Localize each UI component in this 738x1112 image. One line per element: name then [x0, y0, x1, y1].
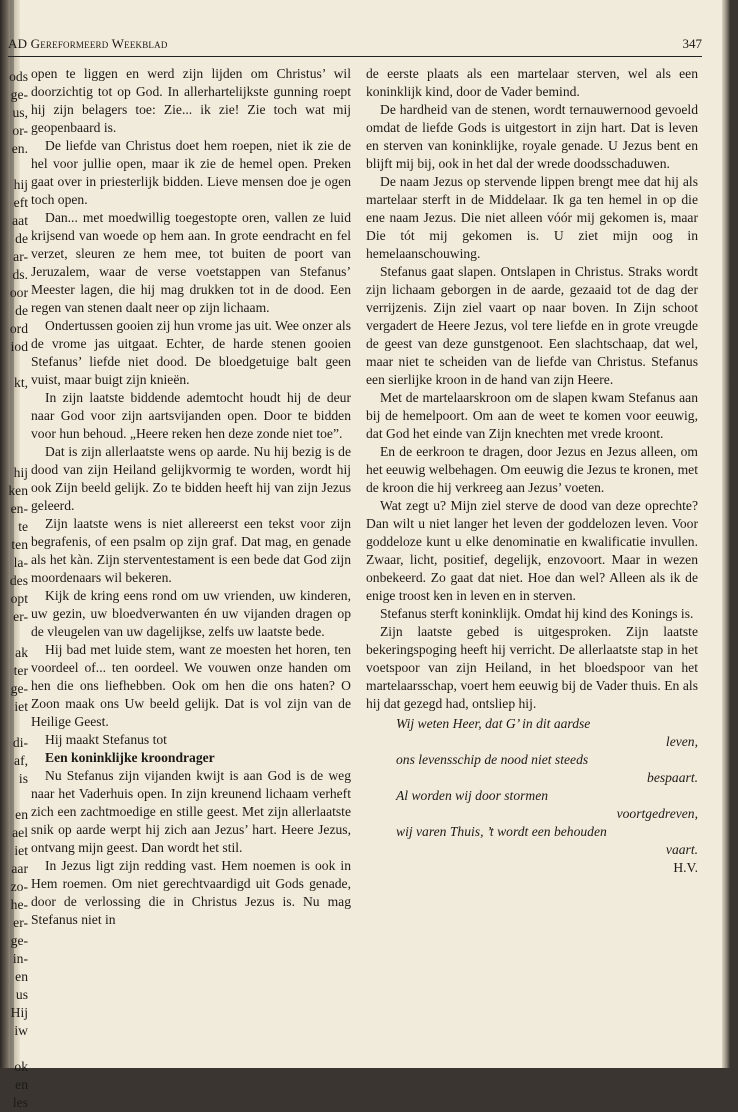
paragraph: open te liggen en werd zijn lijden om Christus’ wil doorzichtig tot op God. In allerhartelijkste gunning roept hij zijn belagers toe: Zie... ik zie! Zie toch wat mij geopenbaard is.: [31, 66, 351, 135]
prev-column-line: he-: [10, 897, 28, 912]
prev-column-line: les: [12, 1095, 28, 1110]
prev-column-line: en: [15, 1077, 28, 1092]
prev-column-line: en: [15, 969, 28, 984]
prev-column-line: en-: [10, 501, 28, 516]
prev-column-line: iw: [14, 1023, 28, 1038]
prev-column-line: ods: [9, 69, 28, 84]
running-header: [8, 30, 702, 54]
poem-line: ons levensschip de nood niet steeds: [396, 752, 589, 767]
paragraph: In Jezus ligt zijn redding vast. Hem noemen is ook in Hem roemen. Om niet gerechtvaardigd uit Gods genade, door de verlossing die in Christus Jezus is. Nu mag Stefanus niet in: [31, 858, 351, 927]
prev-column-line: hij: [13, 465, 28, 480]
prev-column-line: oor: [9, 285, 28, 300]
closing-poem: [366, 715, 698, 859]
prev-column-line: des: [9, 573, 28, 588]
page-edge: [722, 0, 730, 1068]
paragraph: Kijk de kring eens rond om uw vrienden, uw kinderen, uw gezin, uw bloedverwanten én uw vijanden dragen op de vleugelen van uw dagelijkse, zelfs uw laatste bede.: [31, 588, 351, 639]
prev-column-line: iod: [10, 339, 28, 354]
paragraph: Stefanus sterft koninklijk. Omdat hij kind des Konings is.: [380, 606, 694, 621]
journal-title: [8, 36, 168, 52]
poem-line-end: leven,: [665, 734, 698, 749]
prev-column-line: us,: [12, 105, 28, 120]
prev-column-line: [8, 788, 28, 806]
prev-column-line: hij: [13, 177, 28, 192]
paragraph: Met de martelaarskroon om de slapen kwam Stefanus aan bij de hemelpoort. Om aan de weet te komen voor eeuwig, dat God het einde van Zijn knechten met vrede kroont.: [366, 390, 698, 441]
prev-column-line: in-: [12, 951, 28, 966]
prev-column-line: de: [15, 231, 28, 246]
prev-column-line: af,: [14, 753, 28, 768]
prev-column-line: aat: [12, 213, 28, 228]
prev-column-line: ok: [14, 1059, 28, 1074]
paragraph: Dan... met moedwillig toegestopte oren, vallen ze luid krijsend van woede op hem aan. In grote eendracht en fel verzet, sleuren ze hem mee, tot buiten de poort van Jeruzalem, waar de verse voetstappen van Stefanus’ Meester lagen, die hij mag drukken tot in de dood. Een regen van stenen daalt neer op zijn lichaam.: [31, 210, 351, 315]
prev-column-line: ds.: [12, 267, 28, 282]
prev-column-line: ael: [12, 825, 28, 840]
prev-column-line: ak: [15, 645, 28, 660]
prev-column-line: ar-: [13, 249, 28, 264]
prev-column-line: us: [15, 987, 28, 1002]
poem-line-end: voortgedreven,: [616, 806, 698, 821]
paragraph: Dat is zijn allerlaatste wens op aarde. Nu hij bezig is de dood van zijn Heiland gelijkvormig te worden, wordt hij ook Zijn beeld gelijk. Zo te bidden heeft hij van zijn Jezus geleerd.: [31, 444, 351, 513]
paragraph: In zijn laatste biddende ademtocht houdt hij de deur naar God voor zijn aartsvijanden open. Door te bidden voor hun behoud. „Heere reken hen deze zonde niet toe”.: [31, 390, 351, 441]
prev-column-line: iet: [14, 843, 28, 858]
prev-column-line: ter: [13, 663, 28, 678]
journal-name: Gereformeerd Weekblad: [30, 36, 168, 51]
prev-column-line: opt: [10, 591, 28, 606]
header-rule: [8, 56, 702, 57]
poem-line: Wij weten Heer, dat G’ in dit aardse: [396, 716, 591, 731]
prev-column-line: iet: [14, 699, 28, 714]
left-column: [31, 65, 351, 929]
prev-column-line: is: [18, 771, 28, 786]
prev-column-line: en.: [11, 141, 28, 156]
previous-page-column-fragment: [8, 68, 28, 1110]
paragraph: De hardheid van de stenen, wordt ternauwernood gevoeld omdat de liefde Gods is uitgestort in zijn hart. Dat is leven en sterven van koninklijke, royale genade. U Jezus bent en blijft mij bij, ook in het dal der wrede doodsschaduwen.: [366, 102, 698, 171]
prev-column-line: kt,: [14, 375, 28, 390]
paragraph: Zijn laatste wens is niet allereerst een tekst voor zijn begrafenis, of een psalm op zijn graf. Dat mag, en genade als het kàn. Zijn sterventestament is een bede dat God zijn moordenaars wil bekeren.: [31, 516, 351, 585]
prev-column-line: er-: [13, 915, 28, 930]
prev-column-line: [8, 1040, 28, 1058]
paragraph: Hij maakt Stefanus tot: [45, 732, 167, 747]
prev-column-line: [8, 158, 28, 176]
prev-column-line: [8, 392, 28, 410]
poem-line-end: vaart.: [665, 842, 698, 857]
prev-column-line: aar: [11, 861, 28, 876]
prev-column-line: di-: [12, 735, 28, 750]
prev-column-line: [8, 356, 28, 374]
paragraph: En de eerkroon te dragen, door Jezus en Jezus alleen, om het eeuwig welbehagen. Om eeuwig die Jezus te kronen, met de kroon die hij verkreeg aan Jezus’ voeten.: [366, 444, 698, 495]
paragraph: Zijn laatste gebed is uitgesproken. Zijn laatste bekeringspoging heeft hij verricht. De allerlaatste stap in het voetspoor van zijn Heiland, in het bloedspoor van het martelaarsschap, voert hem eeuwig bij de Vader thuis. En als hij dat gezegd had, ontsliep hij.: [366, 624, 698, 711]
poem-line: Al worden wij door stormen: [396, 788, 549, 803]
right-column: [366, 65, 698, 877]
prev-column-line: ten: [11, 537, 28, 552]
prev-column-line: la-: [13, 555, 28, 570]
prev-column-line: [8, 446, 28, 464]
paragraph: De naam Jezus op stervende lippen brengt mee dat hij als martelaar sterft in de Middelaar. Ik ga ten hemel in op die ene naam Jezus. Die niet alleen vóór mij gekomen is, maar Die tót mij gekomen is. U ziet mijn oog in hemelaanschouwing.: [366, 174, 698, 261]
prev-column-line: de: [15, 303, 28, 318]
prev-column-line: [8, 716, 28, 734]
poem-line: wij varen Thuis, ’t wordt een behouden: [396, 824, 607, 839]
poem-line-end: bespaart.: [647, 770, 698, 785]
page-number: 347: [682, 36, 702, 51]
prev-column-line: [8, 428, 28, 446]
prev-column-line: ge-: [10, 87, 28, 102]
paragraph: Wat zegt u? Mijn ziel sterve de dood van deze oprechte? Dan wilt u niet langer het leven der goddelozen leven. Voor goddeloze kunt u elke denominatie en kwalificatie invullen. Zwaar, licht, positief, degelijk, enzovoort. Maar in wezen onbekeerd. Zo gaat dat niet. Hoe dan wel? Alleen als ik de enige troost ken in leven en in sterven.: [366, 498, 698, 603]
paragraph: Ondertussen gooien zij hun vrome jas uit. Wee onzer als de vrome jas uitgaat. Echter, de harde stenen gooien Stefanus’ liefde niet dood. De bloedgetuige balt geen vuist, maar buigt zijn knieën.: [31, 318, 351, 387]
prev-column-line: te: [18, 519, 28, 534]
prev-column-line: zo-: [10, 879, 28, 894]
prev-column-line: en: [15, 807, 28, 822]
prev-page-fragment: AD: [8, 36, 28, 51]
prev-column-line: or-: [12, 123, 28, 138]
author-signature: H.V.: [673, 860, 698, 875]
section-subheading: Een koninklijke kroondrager: [45, 750, 215, 765]
paragraph: de eerste plaats als een martelaar sterven, wel als een koninklijk kind, door de Vader bemind.: [366, 66, 698, 99]
prev-column-line: [8, 626, 28, 644]
prev-column-line: ord: [9, 321, 28, 336]
prev-column-line: ge-: [10, 681, 28, 696]
prev-column-line: er-: [13, 609, 28, 624]
paragraph: Nu Stefanus zijn vijanden kwijt is aan God is de weg naar het Vaderhuis open. In zijn kreunend lichaam verheft zich een zachtmoedige en stille geest. Met zijn allerlaatste snik op aarde werpt hij zich aan Jezus’ hart. Heere Jezus, ontvang mijn geest. Dan wordt het stil.: [31, 768, 351, 855]
paragraph: Stefanus gaat slapen. Ontslapen in Christus. Straks wordt zijn lichaam geborgen in de aarde, gezaaid tot de dag der verrijzenis. Zijn ziel vaart op naar boven. In Zijn schoot vergadert de Heere Jezus, vol tere liefde en in grote vreugde de geest van deze gunstgenoot. Een slachtschaap, dat wel, maar niet te scheiden van de liefde van Christus. Stefanus een sierlijke kroon in de hand van zijn Heere.: [366, 264, 698, 387]
prev-column-line: eft: [13, 195, 28, 210]
paragraph: De liefde van Christus doet hem roepen, niet ik zie de hel voor jullie open, maar ik zie de hemel open. Preken gaat over in priesterlijk bidden. Lieve mensen doe je ogen toch open.: [31, 138, 351, 207]
prev-column-line: ken: [8, 483, 28, 498]
prev-column-line: [8, 410, 28, 428]
prev-column-line: Hij: [10, 1005, 28, 1020]
paragraph: Hij bad met luide stem, want ze moesten het horen, ten voordeel of... ten oordeel. We vouwen onze handen om hen die ons liefhebben. Ook om hen die ons haten? O Zoon maak ons Uw beeld gelijk. Dat is vol zijn van de Heilige Geest.: [31, 642, 351, 729]
prev-column-line: ge-: [10, 933, 28, 948]
